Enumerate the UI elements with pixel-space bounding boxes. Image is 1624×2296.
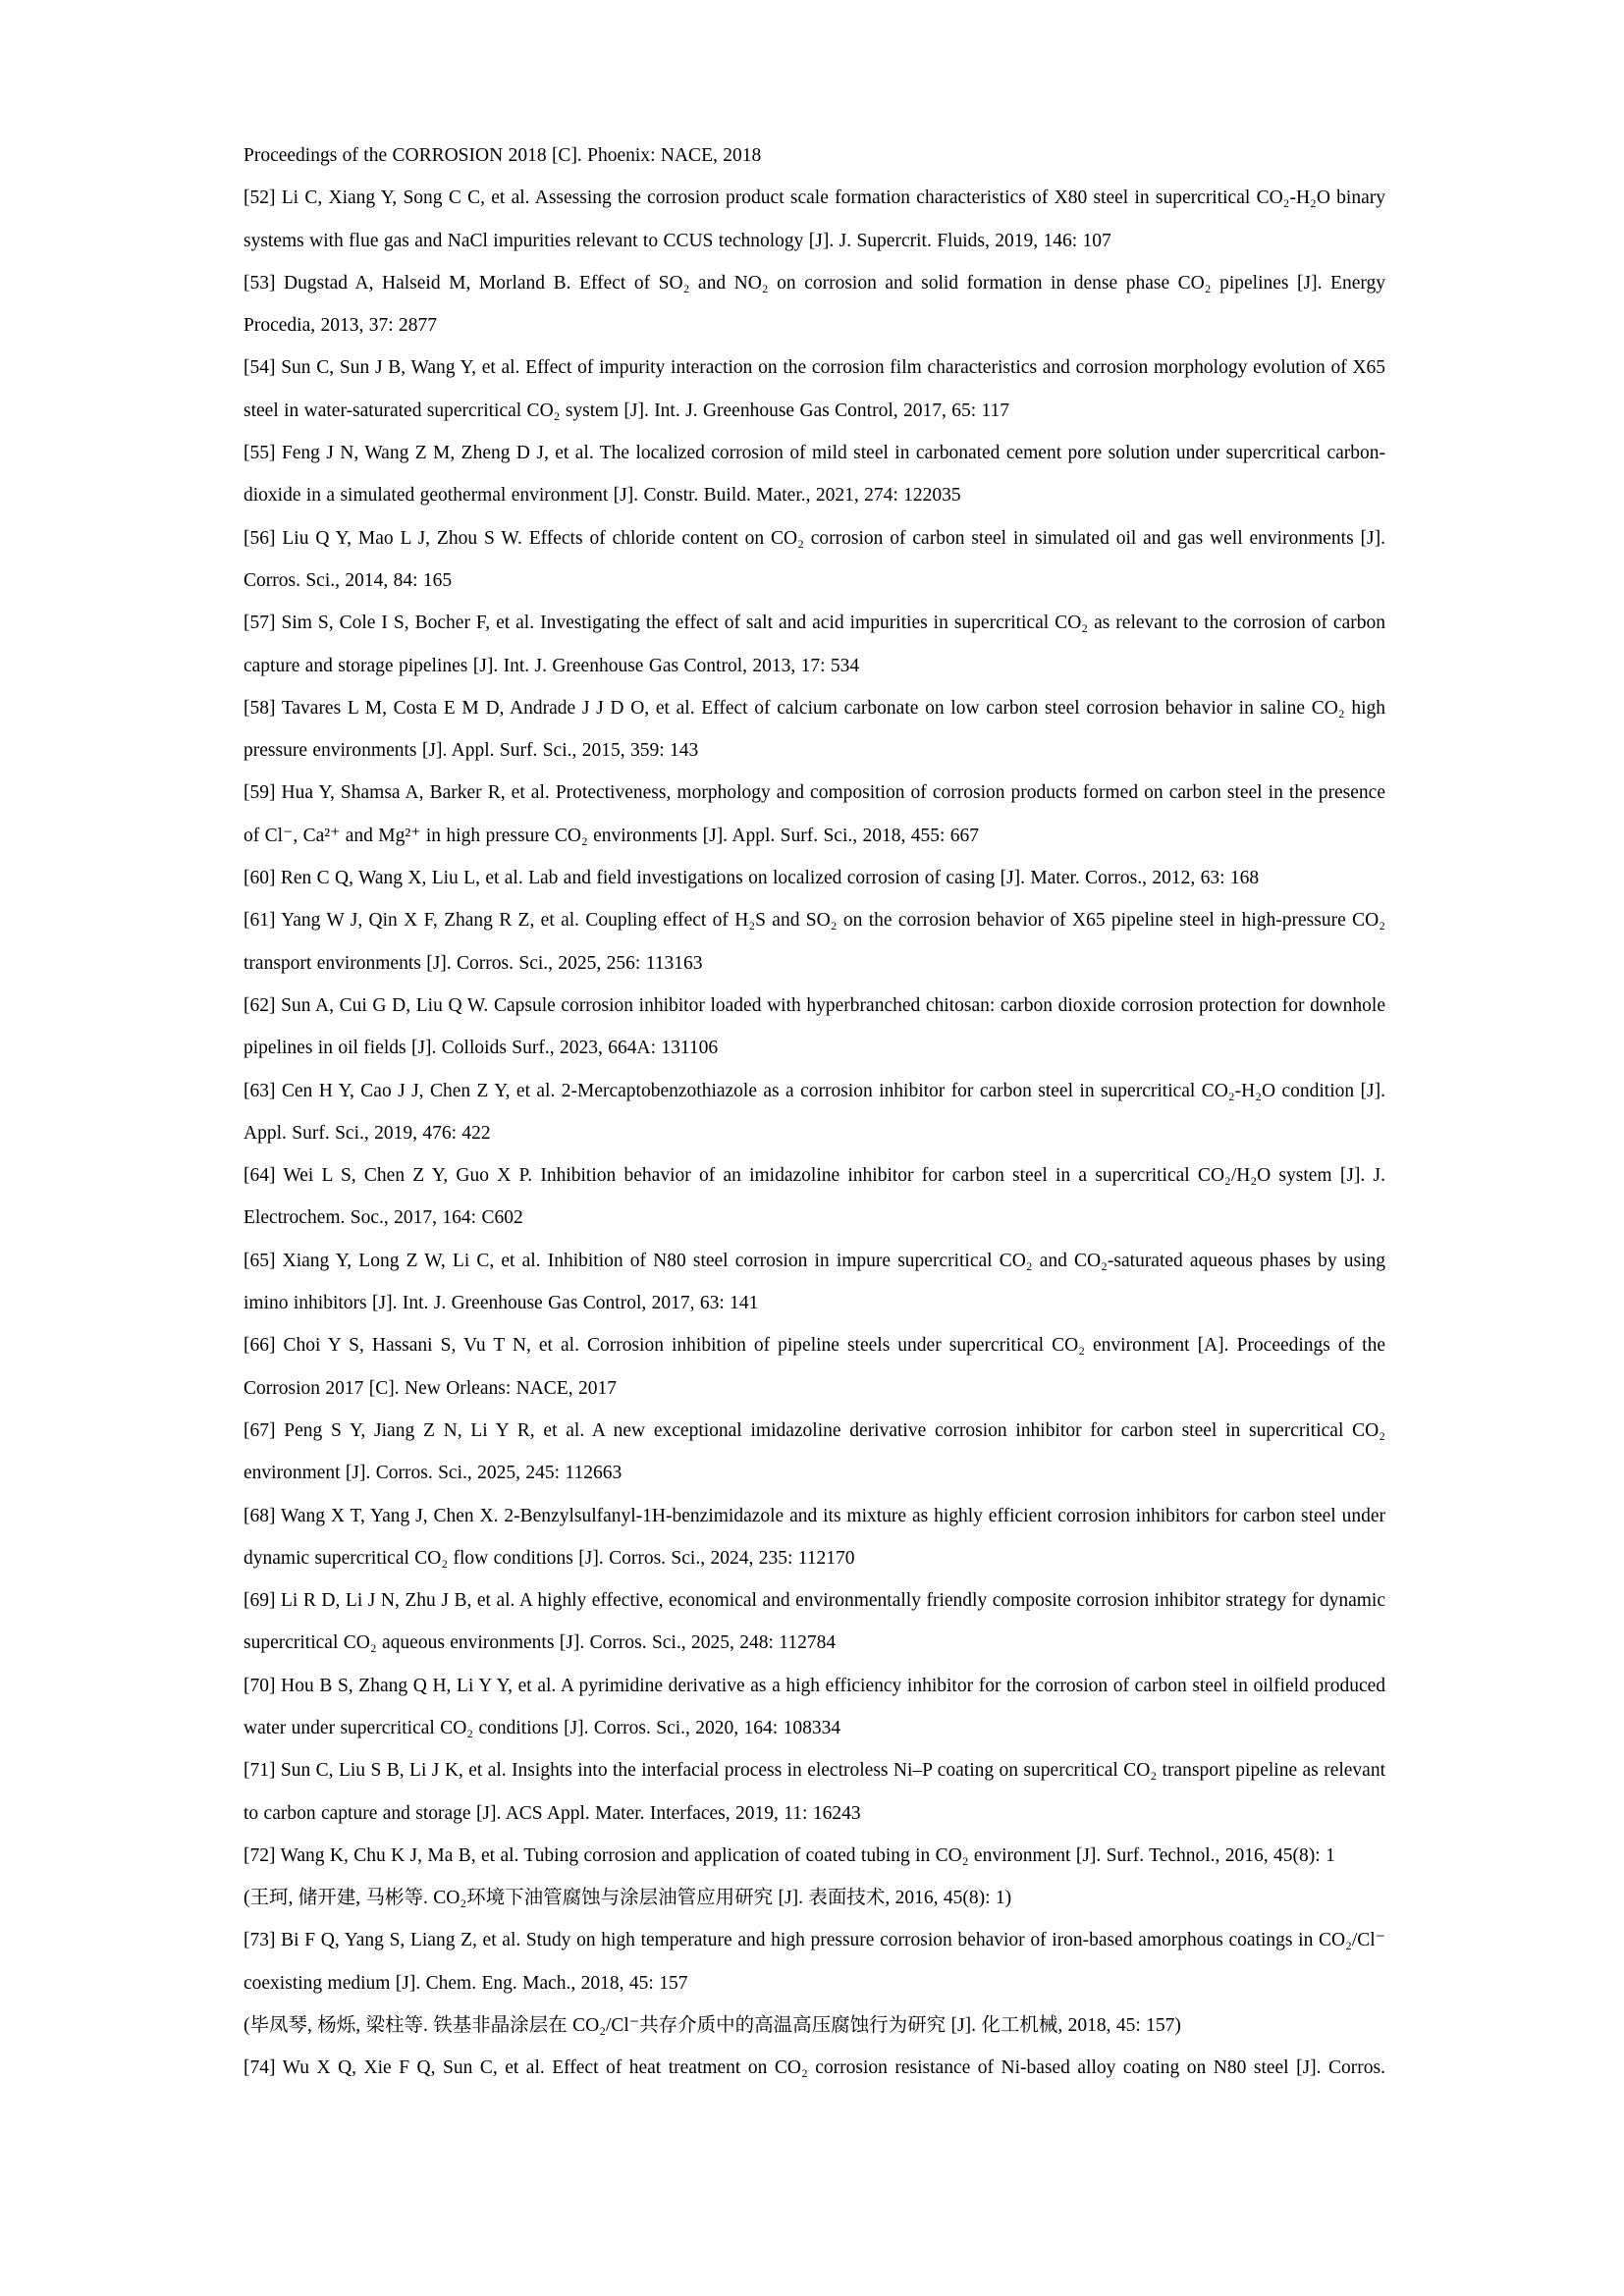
ref-65: [65] Xiang Y, Long Z W, Li C, et al. Inhibition of N80 steel corrosion in impure supercritical CO₂ and CO₂-saturated aqueous phases by using imino inhibitors [J]. Int. J. Greenhouse Gas Control, 2017, 63: 141	[244, 1250, 1385, 1314]
ref-73-chinese: (毕凤琴, 杨烁, 梁柱等. 铁基非晶涂层在 CO₂/Cl⁻共存介质中的高温高压腐蚀行为研究 [J]. 化工机械, 2018, 45: 157)	[244, 2015, 1181, 2037]
ref-70: [70] Hou B S, Zhang Q H, Li Y Y, et al. A pyrimidine derivative as a high efficiency inhibitor for the corrosion of carbon steel in oilfield produced water under supercritical CO₂ conditions [J]. Corros. Sci., 2020, 164: 108334	[244, 1675, 1385, 1738]
ref-67: [67] Peng S Y, Jiang Z N, Li Y R, et al. A new exceptional imidazoline derivative corrosion inhibitor for carbon steel in supercritical CO₂ environment [J]. Corros. Sci., 2025, 245: 112663	[244, 1419, 1385, 1484]
ref-58: [58] Tavares L M, Costa E M D, Andrade J J D O, et al. Effect of calcium carbonate on low carbon steel corrosion behavior in saline CO₂ high pressure environments [J]. Appl. Surf. Sci., 2015, 359: 143	[244, 697, 1385, 762]
ref-53: [53] Dugstad A, Halseid M, Morland B. Effect of SO₂ and NO₂ on corrosion and solid formation in dense phase CO₂ pipelines [J]. Energy Procedia, 2013, 37: 2877	[244, 272, 1385, 337]
ref-52: [52] Li C, Xiang Y, Song C C, et al. Assessing the corrosion product scale formation characteristics of X80 steel in supercritical CO₂-H₂O binary systems with flue gas and NaCl impurities relevant to CCUS technology [J]. J. Supercrit. Fluids, 2019, 146: 107	[244, 187, 1385, 251]
ref-62: [62] Sun A, Cui G D, Liu Q W. Capsule corrosion inhibitor loaded with hyperbranched chitosan: carbon dioxide corrosion protection for downhole pipelines in oil fields [J]. Colloids Surf., 2023, 664A: 131106	[244, 994, 1385, 1059]
ref-66: [66] Choi Y S, Hassani S, Vu T N, et al. Corrosion inhibition of pipeline steels under supercritical CO₂ environment [A]. Proceedings of the Corrosion 2017 [C]. New Orleans: NACE, 2017	[244, 1335, 1385, 1399]
ref-74: [74] Wu X Q, Xie F Q, Sun C, et al. Effect of heat treatment on CO₂ corrosion resistance of Ni-based alloy coating on N80 steel [J]. Corros.	[244, 2057, 1385, 2079]
ref-56: [56] Liu Q Y, Mao L J, Zhou S W. Effects of chloride content on CO₂ corrosion of carbon steel in simulated oil and gas well environments [J]. Corros. Sci., 2014, 84: 165	[244, 527, 1385, 591]
ref-57: [57] Sim S, Cole I S, Bocher F, et al. Investigating the effect of salt and acid impurities in supercritical CO₂ as relevant to the corrosion of carbon capture and storage pipelines [J]. Int. J. Greenhouse Gas Control, 2013, 17: 534	[244, 613, 1385, 676]
ref-72: [72] Wang K, Chu K J, Ma B, et al. Tubing corrosion and application of coated tubing in CO₂ environment [J]. Surf. Technol., 2016, 45(8): 1	[244, 1844, 1335, 1866]
ref-51-continuation: Proceedings of the CORROSION 2018 [C]. Phoenix: NACE, 2018	[244, 145, 762, 166]
ref-60: [60] Ren C Q, Wang X, Liu L, et al. Lab and field investigations on localized corrosion of casing [J]. Mater. Corros., 2012, 63: 168	[244, 868, 1260, 889]
ref-72-chinese: (王珂, 储开建, 马彬等. CO₂环境下油管腐蚀与涂层油管应用研究 [J]. 表面技术, 2016, 45(8): 1)	[244, 1888, 1012, 1909]
ref-69: [69] Li R D, Li J N, Zhu J B, et al. A highly effective, economical and environmentally friendly composite corrosion inhibitor strategy for dynamic supercritical CO₂ aqueous environments [J]. Corros. Sci., 2025, 248: 112784	[244, 1590, 1385, 1654]
ref-63: [63] Cen H Y, Cao J J, Chen Z Y, et al. 2-Mercaptobenzothiazole as a corrosion inhibitor for carbon steel in supercritical CO₂-H₂O condition [J]. Appl. Surf. Sci., 2019, 476: 422	[244, 1080, 1385, 1144]
ref-55: [55] Feng J N, Wang Z M, Zheng D J, et al. The localized corrosion of mild steel in carbonated cement pore solution under supercritical carbon-dioxide in a simulated geothermal environment [J]. Constr. Build. Mater., 2021, 274: 122035	[244, 443, 1385, 507]
ref-59: [59] Hua Y, Shamsa A, Barker R, et al. Protectiveness, morphology and composition of corrosion products formed on carbon steel in the presence of Cl⁻, Ca²⁺ and Mg²⁺ in high pressure CO₂ environments [J]. Appl. Surf. Sci., 2018, 455: 667	[244, 782, 1385, 846]
ref-54: [54] Sun C, Sun J B, Wang Y, et al. Effect of impurity interaction on the corrosion film characteristics and corrosion morphology evolution of X65 steel in water-saturated supercritical CO₂ system [J]. Int. J. Greenhouse Gas Control, 2017, 65: 117	[244, 357, 1385, 421]
ref-61: [61] Yang W J, Qin X F, Zhang R Z, et al. Coupling effect of H₂S and SO₂ on the corrosion behavior of X65 pipeline steel in high-pressure CO₂ transport environments [J]. Corros. Sci., 2025, 256: 113163	[244, 910, 1385, 974]
ref-71: [71] Sun C, Liu S B, Li J K, et al. Insights into the interfacial process in electroless Ni–P coating on supercritical CO₂ transport pipeline as relevant to carbon capture and storage [J]. ACS Appl. Mater. Interfaces, 2019, 11: 16243	[244, 1760, 1385, 1824]
ref-64: [64] Wei L S, Chen Z Y, Guo X P. Inhibition behavior of an imidazoline inhibitor for carbon steel in a supercritical CO₂/H₂O system [J]. J. Electrochem. Soc., 2017, 164: C602	[244, 1165, 1385, 1229]
references-list	[244, 134, 1385, 2090]
ref-73: [73] Bi F Q, Yang S, Liang Z, et al. Study on high temperature and high pressure corrosion behavior of iron-based amorphous coatings in CO₂/Cl⁻ coexisting medium [J]. Chem. Eng. Mach., 2018, 45: 157	[244, 1930, 1385, 1994]
ref-68: [68] Wang X T, Yang J, Chen X. 2-Benzylsulfanyl-1H-benzimidazole and its mixture as highly efficient corrosion inhibitors for carbon steel under dynamic supercritical CO₂ flow conditions [J]. Corros. Sci., 2024, 235: 112170	[244, 1505, 1385, 1569]
